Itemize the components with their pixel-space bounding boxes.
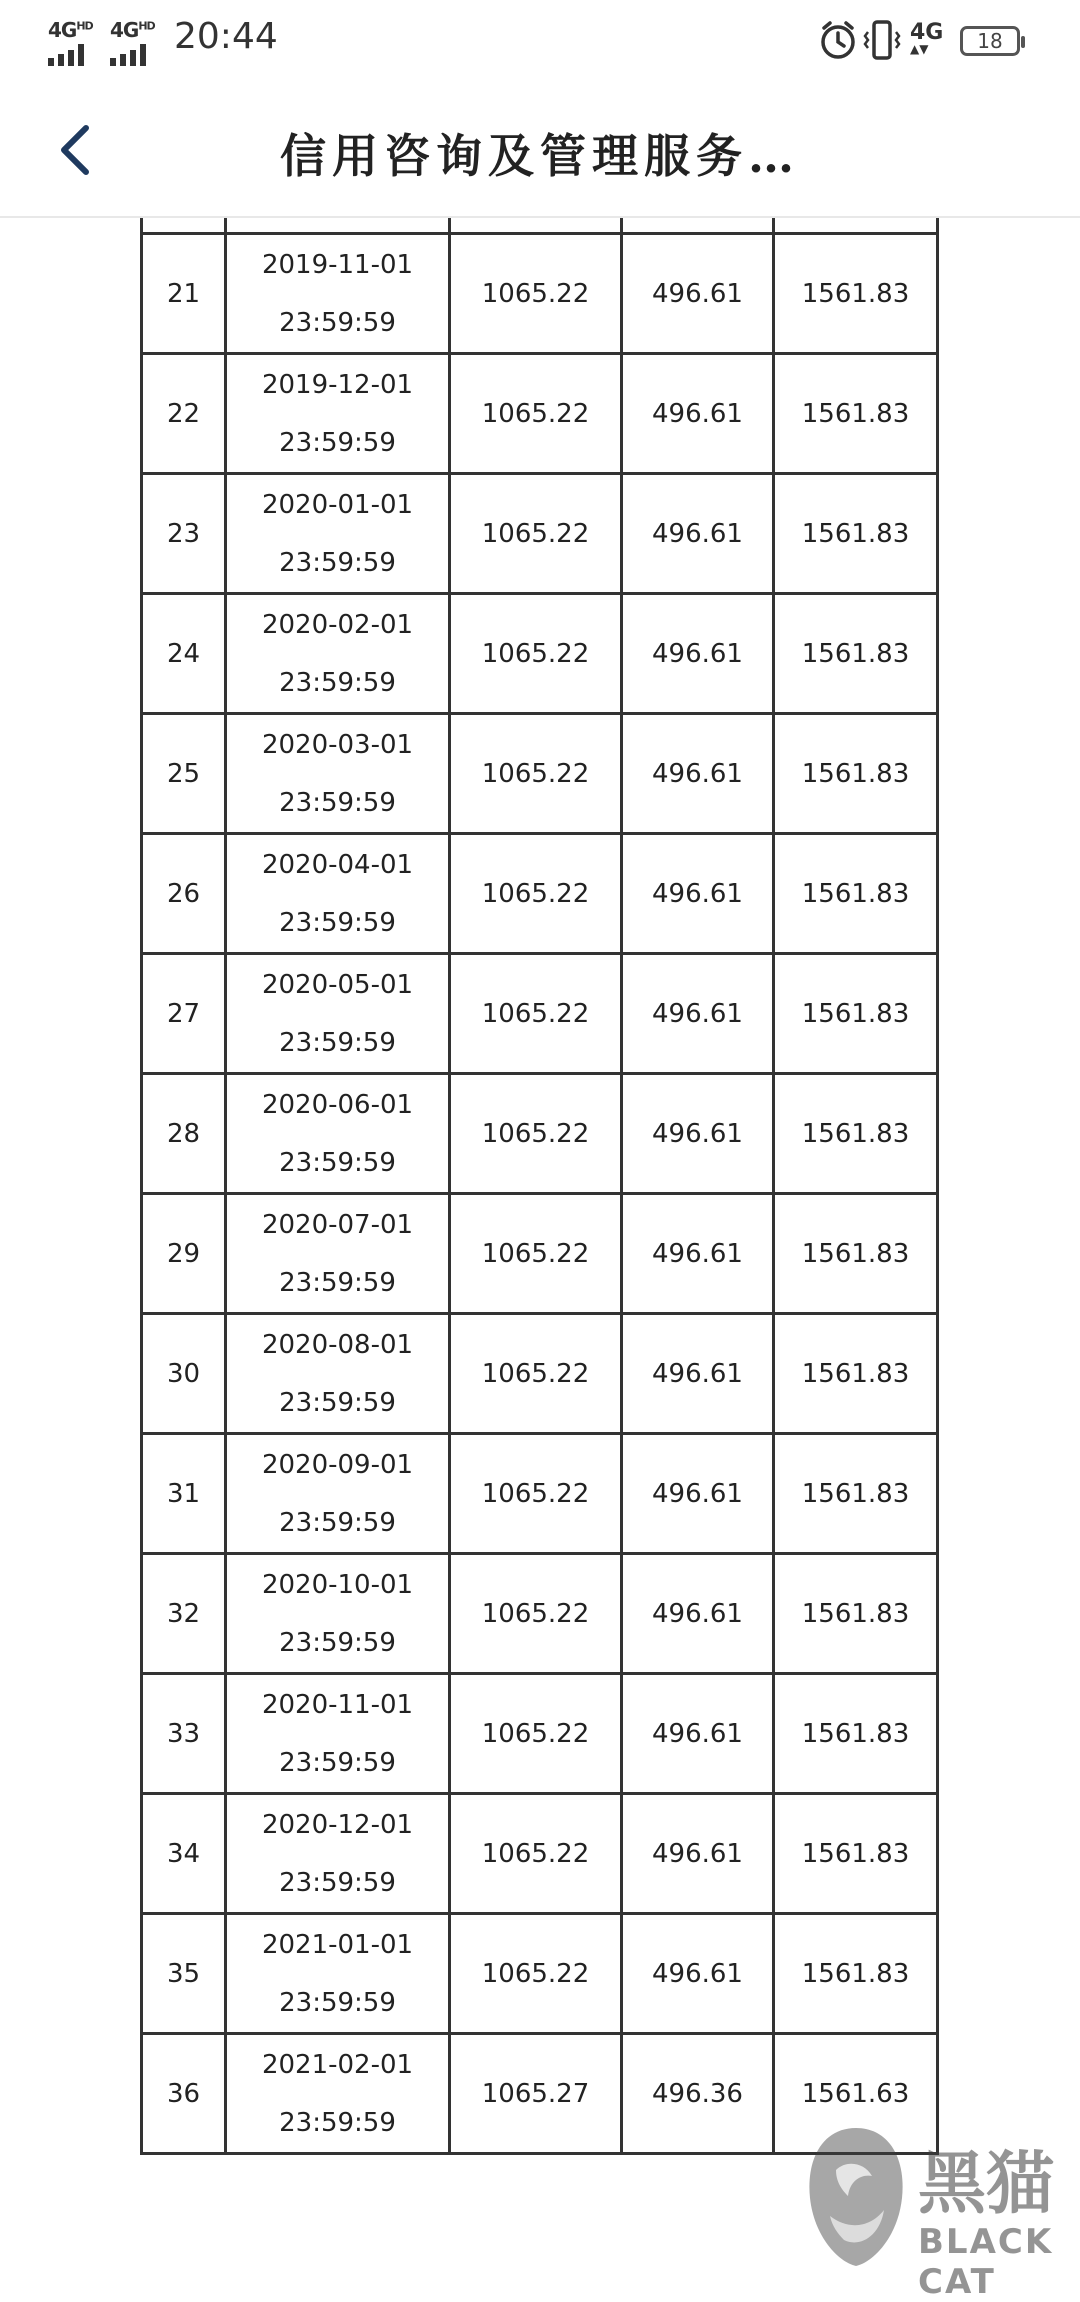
row-date: 2019-11-01	[261, 249, 414, 280]
row-date: 2020-04-01	[261, 849, 414, 880]
row-total: 1561.83	[774, 1074, 938, 1194]
row-date-cell	[226, 1314, 450, 1434]
table-row	[142, 594, 938, 714]
row-number: 23	[142, 474, 226, 594]
row-number: 31	[142, 1434, 226, 1554]
row-date-cell	[226, 954, 450, 1074]
row-principal: 1065.22	[450, 1194, 622, 1314]
row-date-cell	[226, 594, 450, 714]
row-fee: 496.61	[622, 1794, 774, 1914]
row-principal: 1065.22	[450, 1074, 622, 1194]
row-principal: 1065.22	[450, 1674, 622, 1794]
row-time: 23:59:59	[279, 547, 396, 578]
row-date: 2020-02-01	[261, 609, 414, 640]
row-date-cell	[226, 234, 450, 354]
row-principal: 1065.22	[450, 594, 622, 714]
row-number: 24	[142, 594, 226, 714]
row-date-cell	[226, 474, 450, 594]
row-date-cell	[226, 354, 450, 474]
row-fee: 496.61	[622, 1074, 774, 1194]
row-date: 2019-12-01	[261, 369, 414, 400]
row-date-cell	[226, 2034, 450, 2154]
row-fee: 496.61	[622, 1554, 774, 1674]
row-time: 23:59:59	[279, 667, 396, 698]
row-date: 2020-01-01	[261, 489, 414, 520]
row-fee: 496.61	[622, 1914, 774, 2034]
row-principal: 1065.22	[450, 1434, 622, 1554]
row-date: 2021-01-01	[261, 1929, 414, 1960]
row-time: 23:59:59	[279, 1507, 396, 1538]
row-number: 22	[142, 354, 226, 474]
vibrate-icon	[862, 18, 902, 62]
row-date: 2020-12-01	[261, 1809, 414, 1840]
row-total: 1561.83	[774, 834, 938, 954]
row-fee: 496.61	[622, 474, 774, 594]
row-date-cell	[226, 834, 450, 954]
row-number: 36	[142, 2034, 226, 2154]
battery-icon	[960, 26, 1020, 56]
row-fee: 496.61	[622, 1674, 774, 1794]
row-fee: 496.61	[622, 834, 774, 954]
table-row	[142, 834, 938, 954]
row-time: 23:59:59	[279, 427, 396, 458]
row-number: 26	[142, 834, 226, 954]
alarm-icon	[818, 18, 858, 62]
table-row	[142, 354, 938, 474]
table-row	[142, 1914, 938, 2034]
row-principal: 1065.22	[450, 1314, 622, 1434]
table-row	[142, 954, 938, 1074]
row-fee: 496.61	[622, 354, 774, 474]
row-date-cell	[226, 1914, 450, 2034]
row-fee: 496.61	[622, 1314, 774, 1434]
row-number: 32	[142, 1554, 226, 1674]
black-cat-logo-icon	[800, 2120, 912, 2270]
data-4g-icon: 4G ▲▼	[910, 20, 944, 56]
row-total: 1561.83	[774, 354, 938, 474]
row-time: 23:59:59	[279, 1987, 396, 2018]
row-total: 1561.83	[774, 1314, 938, 1434]
row-time: 23:59:59	[279, 907, 396, 938]
row-date: 2020-07-01	[261, 1209, 414, 1240]
row-fee: 496.36	[622, 2034, 774, 2154]
row-principal: 1065.22	[450, 1554, 622, 1674]
row-time: 23:59:59	[279, 1027, 396, 1058]
row-date-cell	[226, 1554, 450, 1674]
battery-level: 18	[977, 29, 1003, 53]
row-principal: 1065.27	[450, 2034, 622, 2154]
table-row	[142, 1314, 938, 1434]
installment-table	[140, 112, 936, 2155]
row-principal: 1065.22	[450, 1794, 622, 1914]
row-fee: 496.61	[622, 1434, 774, 1554]
row-time: 23:59:59	[279, 1867, 396, 1898]
page-title: 信用咨询及管理服务…	[280, 129, 800, 183]
row-time: 23:59:59	[279, 1147, 396, 1178]
row-number: 35	[142, 1914, 226, 2034]
row-number: 28	[142, 1074, 226, 1194]
row-total: 1561.83	[774, 1434, 938, 1554]
row-total: 1561.83	[774, 1914, 938, 2034]
row-date: 2020-10-01	[261, 1569, 414, 1600]
row-number: 33	[142, 1674, 226, 1794]
row-date: 2020-05-01	[261, 969, 414, 1000]
row-time: 23:59:59	[279, 1747, 396, 1778]
row-date: 2020-03-01	[261, 729, 414, 760]
row-total: 1561.83	[774, 1554, 938, 1674]
table-row	[142, 1074, 938, 1194]
row-principal: 1065.22	[450, 1914, 622, 2034]
row-date: 2020-09-01	[261, 1449, 414, 1480]
row-number: 21	[142, 234, 226, 354]
table-row	[142, 1674, 938, 1794]
row-number: 30	[142, 1314, 226, 1434]
row-date-cell	[226, 1434, 450, 1554]
row-date: 2021-02-01	[261, 2049, 414, 2080]
table-row	[142, 1554, 938, 1674]
row-time: 23:59:59	[279, 2107, 396, 2138]
row-date: 2020-11-01	[261, 1689, 414, 1720]
row-principal: 1065.22	[450, 834, 622, 954]
black-cat-watermark	[800, 2120, 1080, 2302]
table-row	[142, 1794, 938, 1914]
row-fee: 496.61	[622, 594, 774, 714]
row-date: 2020-08-01	[261, 1329, 414, 1360]
row-principal: 1065.22	[450, 714, 622, 834]
row-number: 25	[142, 714, 226, 834]
row-date-cell	[226, 1194, 450, 1314]
row-principal: 1065.22	[450, 474, 622, 594]
table-row	[142, 1434, 938, 1554]
row-date: 2020-06-01	[261, 1089, 414, 1120]
row-date-cell	[226, 1074, 450, 1194]
status-bar: $4G^{HD}$ $4G^{HD}$ 20:44 4G ▲▼ 18	[0, 0, 1080, 84]
table-row	[142, 474, 938, 594]
row-total: 1561.83	[774, 474, 938, 594]
row-principal: 1065.22	[450, 954, 622, 1074]
row-principal: 1065.22	[450, 354, 622, 474]
watermark-text-cn: 黑猫	[918, 2145, 1055, 2224]
row-fee: 496.61	[622, 714, 774, 834]
row-time: 23:59:59	[279, 307, 396, 338]
row-principal: 1065.22	[450, 234, 622, 354]
row-total: 1561.83	[774, 1674, 938, 1794]
watermark-text-en: BLACK CAT	[918, 2222, 1054, 2302]
row-number: 27	[142, 954, 226, 1074]
row-date-cell	[226, 714, 450, 834]
row-time: 23:59:59	[279, 1627, 396, 1658]
table-row	[142, 234, 938, 354]
row-time: 23:59:59	[279, 1387, 396, 1418]
row-total: 1561.63	[774, 2034, 938, 2154]
row-fee: 496.61	[622, 954, 774, 1074]
row-date-cell	[226, 1794, 450, 1914]
clock: 20:44	[174, 16, 278, 57]
row-total: 1561.83	[774, 954, 938, 1074]
table-row	[142, 714, 938, 834]
row-total: 1561.83	[774, 714, 938, 834]
row-number: 34	[142, 1794, 226, 1914]
row-total: 1561.83	[774, 1194, 938, 1314]
row-total: 1561.83	[774, 234, 938, 354]
row-total: 1561.83	[774, 1794, 938, 1914]
row-time: 23:59:59	[279, 787, 396, 818]
row-number: 29	[142, 1194, 226, 1314]
row-date-cell	[226, 1674, 450, 1794]
row-time: 23:59:59	[279, 1267, 396, 1298]
row-fee: 496.61	[622, 234, 774, 354]
table-row	[142, 1194, 938, 1314]
app-header	[0, 84, 1080, 218]
row-fee: 496.61	[622, 1194, 774, 1314]
row-total: 1561.83	[774, 594, 938, 714]
